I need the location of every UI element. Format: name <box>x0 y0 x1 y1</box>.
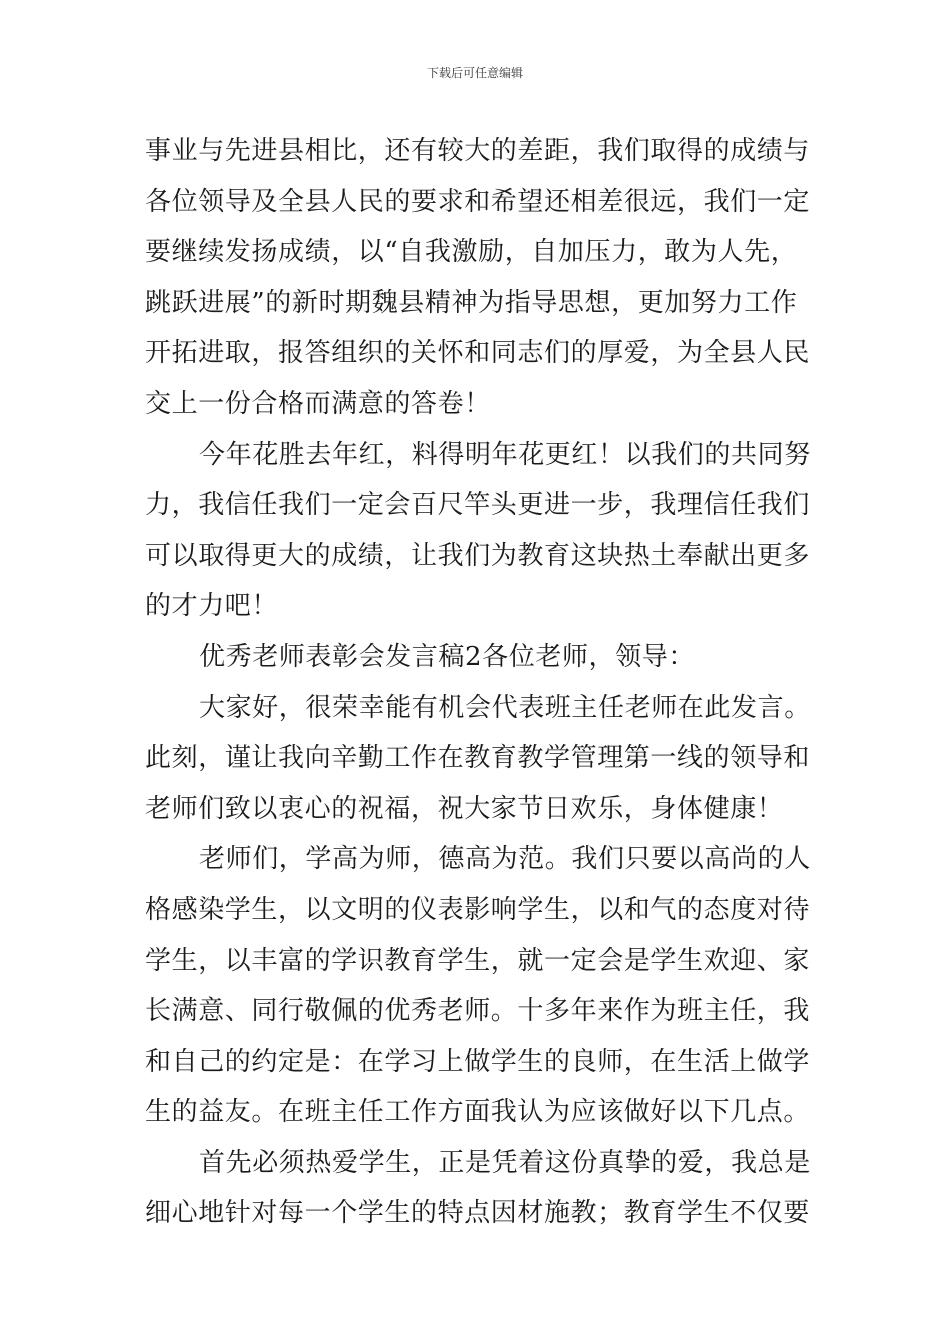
paragraph-start-line: 大家好，很荣幸能有机会代表班主任老师在此发言。 <box>199 692 811 723</box>
text-line: 细心地针对每一个学生的特点因材施教；教育学生不仅要 <box>145 1198 811 1229</box>
text-line: 和自己的约定是：在学习上做学生的良师，在生活上做学 <box>145 1046 811 1077</box>
text-line: 的才力吧！ <box>145 591 279 622</box>
text-line: 生的益友。在班主任工作方面我认为应该做好以下几点。 <box>145 1097 811 1128</box>
text-line: 开拓进取，报答组织的关怀和同志们的厚爱，为全县人民 <box>145 338 811 369</box>
page-header: 下载后可任意编辑 <box>426 66 523 80</box>
text-line: 长满意、同行敬佩的优秀老师。十多年来作为班主任，我 <box>145 996 811 1027</box>
text-line: 可以取得更大的成绩，让我们为教育这块热土奉献出更多 <box>145 540 811 571</box>
text-line: 学生，以丰富的学识教育学生，就一定会是学生欢迎、家 <box>145 945 811 976</box>
paragraph-start-line: 今年花胜去年红，料得明年花更红！以我们的共同努 <box>199 439 811 470</box>
text-line: 交上一份合格而满意的答卷！ <box>145 388 491 419</box>
text-line: 此刻，谨让我向辛勤工作在教育教学管理第一线的领导和 <box>145 743 811 774</box>
text-line: 事业与先进县相比，还有较大的差距，我们取得的成绩与 <box>145 136 811 166</box>
text-line: 格感染学生，以文明的仪表影响学生，以和气的态度对待 <box>145 894 811 925</box>
paragraph-start-line: 首先必须热爱学生，正是凭着这份真挚的爱，我总是 <box>199 1147 811 1178</box>
text-line: 各位领导及全县人民的要求和希望还相差很远，我们一定 <box>145 186 811 217</box>
paragraph-start-line: 优秀老师表彰会发言稿2各位老师，领导： <box>199 641 695 672</box>
text-line: 老师们致以衷心的祝福，祝大家节日欢乐，身体健康！ <box>145 793 784 824</box>
text-line: 跳跃进展”的新时期魏县精神为指导思想，更加努力工作 <box>145 287 798 318</box>
paragraph-start-line: 老师们，学高为师，德高为范。我们只要以高尚的人 <box>199 844 811 875</box>
text-line: 力，我信任我们一定会百尺竿头更进一步，我理信任我们 <box>145 490 811 521</box>
text-line: 要继续发扬成绩，以“自我激励，自加压力，敢为人先， <box>145 237 798 268</box>
document-body <box>145 126 815 1239</box>
